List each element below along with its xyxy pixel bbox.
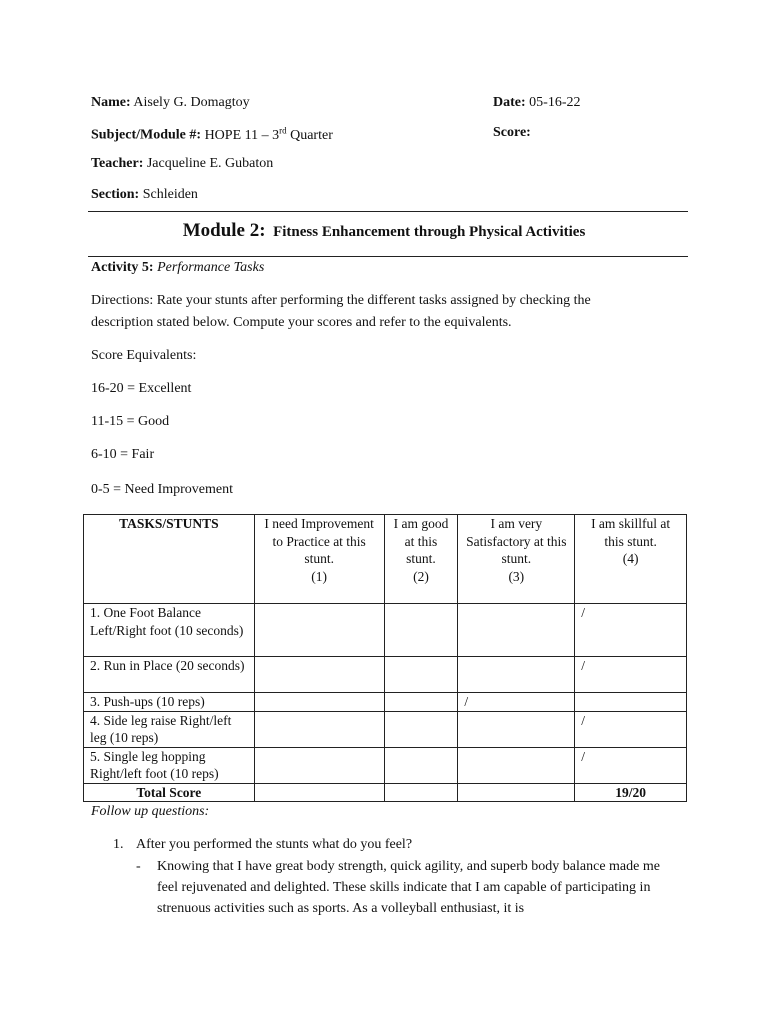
total-empty-cell [384, 783, 458, 802]
column-header-tasks: TASKS/STUNTS [84, 515, 255, 604]
score-equivalent-item: 6-10 = Fair [91, 447, 155, 462]
rating-cell: / [575, 604, 687, 657]
subject-value: HOPE 11 – 3rd Quarter [204, 125, 333, 143]
rating-cell [575, 693, 687, 712]
bottom-rule [88, 256, 688, 257]
table-row [84, 693, 687, 712]
activity-label: Activity 5: [91, 260, 154, 275]
date-line [493, 95, 580, 111]
task-cell: 1. One Foot Balance Left/Right foot (10 seconds) [84, 604, 255, 657]
rating-cell [384, 747, 458, 783]
answer-text: Knowing that I have great body strength, quick agility, and superb body balance made me feel rejuvenated and delighted. These skills indicate that I am capable of participating in strenuous activities such as sports. As a volleyball enthusiast, it is [157, 859, 660, 916]
column-header-2: I am good at this stunt. (2) [384, 515, 458, 604]
table-header-row [84, 515, 687, 604]
followup-heading: Follow up questions: [91, 804, 210, 819]
table-row [84, 604, 687, 657]
question-item [113, 837, 412, 853]
score-label: Score: [493, 125, 531, 140]
total-empty-cell [458, 783, 575, 802]
total-label: Total Score [84, 783, 255, 802]
section-value: Schleiden [142, 187, 198, 202]
name-line [91, 95, 250, 111]
task-cell: 3. Push-ups (10 reps) [84, 693, 255, 712]
score-equivalent-item: 0-5 = Need Improvement [91, 482, 234, 497]
rating-cell: / [575, 711, 687, 747]
task-cell: 2. Run in Place (20 seconds) [84, 657, 255, 693]
subject-label: Subject/Module #: [91, 127, 202, 143]
rating-cell [458, 657, 575, 693]
task-cell: 5. Single leg hopping Right/left foot (10 reps) [84, 747, 255, 783]
score-equivalents-heading: Score Equivalents: [91, 348, 197, 363]
rating-cell [254, 747, 384, 783]
rating-cell [254, 693, 384, 712]
score-line [493, 125, 531, 141]
rating-cell [458, 747, 575, 783]
column-header-1: I need Improvement to Practice at this stunt. (1) [254, 515, 384, 604]
rating-cell [384, 657, 458, 693]
task-cell: 4. Side leg raise Right/left leg (10 reps) [84, 711, 255, 747]
question-number: 1. [113, 837, 124, 852]
score-equivalent-item: 11-15 = Good [91, 414, 170, 429]
name-label: Name: [91, 95, 131, 110]
total-empty-cell [254, 783, 384, 802]
rating-cell [254, 711, 384, 747]
module-name: Fitness Enhancement through Physical Activities [273, 224, 586, 240]
subject-line [91, 125, 333, 144]
date-label: Date: [493, 95, 526, 110]
table-row [84, 747, 687, 783]
stunts-table [83, 514, 687, 802]
rating-cell: / [575, 657, 687, 693]
section-label: Section: [91, 187, 140, 202]
top-rule [88, 211, 688, 212]
activity-line [91, 260, 264, 276]
table-row [84, 711, 687, 747]
table-row [84, 657, 687, 693]
question-text: After you performed the stunts what do you feel? [136, 837, 413, 852]
answer-dash: - [136, 859, 141, 874]
column-header-3: I am very Satisfactory at this stunt. (3) [458, 515, 575, 604]
teacher-label: Teacher: [91, 156, 144, 171]
rating-cell: / [575, 747, 687, 783]
total-value: 19/20 [575, 783, 687, 802]
total-row [84, 783, 687, 802]
rating-cell [384, 711, 458, 747]
activity-title: Performance Tasks [157, 260, 265, 275]
rating-cell [384, 693, 458, 712]
date-value: 05-16-22 [529, 95, 581, 110]
rating-cell [254, 604, 384, 657]
column-header-4: I am skillful at this stunt. (4) [575, 515, 687, 604]
score-equivalent-item: 16-20 = Excellent [91, 381, 192, 396]
rating-cell [384, 604, 458, 657]
module-number: Module 2: [182, 220, 266, 241]
teacher-value: Jacqueline E. Gubaton [146, 156, 274, 171]
rating-cell [254, 657, 384, 693]
rating-cell: / [458, 693, 575, 712]
section-line [91, 187, 198, 203]
module-title [0, 220, 768, 242]
rating-cell [458, 604, 575, 657]
teacher-line [91, 156, 273, 172]
answer-item [136, 856, 666, 919]
rating-cell [458, 711, 575, 747]
name-value: Aisely G. Domagtoy [133, 95, 250, 110]
directions: Directions: Rate your stunts after performing the different tasks assigned by checking the description stated below. Compute your scores and refer to the equivalents. [91, 293, 591, 330]
